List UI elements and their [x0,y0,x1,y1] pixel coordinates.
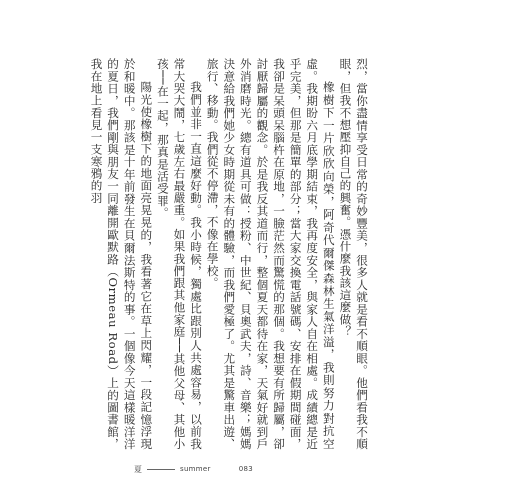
chapter-title: 夏 [134,464,142,474]
chapter-subtitle: summer [180,465,211,473]
paragraph-4: 陽光使橡樹下的地面亮晃晃的，我看著它在草上閃耀，一段記憶浮現於和暖中。那該是十年前發生在貝爾法斯特的事。一個像今天這樣暖洋洋的夏日，我們剛與朋友一同離開歐默路（Ormeau Road）上的圖書館，我在地上看見一支寒鴉的羽 [89,58,154,450]
vertical-text-block [89,58,370,450]
paragraph-2: 橡樹下一片欣欣向榮，阿奇代爾傑森林生氣洋溢，我則努力對抗空虛。我期盼六月底學期結束，我再度安全，與家人自在相處。成績總是近乎完美，但那是簡單的部分；當大家交換電話號碼、安排在假期間碰面，我卻是呆頭呆腦杵在原地，一臉茫然而驚慌的那個。我想要有所歸屬，卻討厭歸屬的觀念。於是我反其道而行，整個夏天都待在家，天氣好就到戶外消磨時光。總有道具可做：授粉、中世紀、貝奧武夫，詩、音樂；媽媽決意給我們她少女時期從未有的體驗，而我們愛極了。尤其是驚車出遊、旅行、移動。我們從不停滯，不像在學校。 [205,58,336,450]
paragraph-3: 我們並非一直這麼好動。我小時候，獨處比跟別人共處容易，以前我常大哭大鬧，七歲左右最嚴重。如果我們跟其他家庭──其他父母、其他小孩──在一起，那真是活受罪。 [155,58,204,450]
paragraph-1: 烈，當你盡情享受日常的奇妙豐美，很多人就是看不順眼。他們看我不順眼，但我不想壓抑自己的興奮。憑什麼我該這麼做？ [338,58,369,450]
page-number: 083 [238,465,253,473]
page-footer [134,462,334,476]
footer-rule [147,469,175,470]
